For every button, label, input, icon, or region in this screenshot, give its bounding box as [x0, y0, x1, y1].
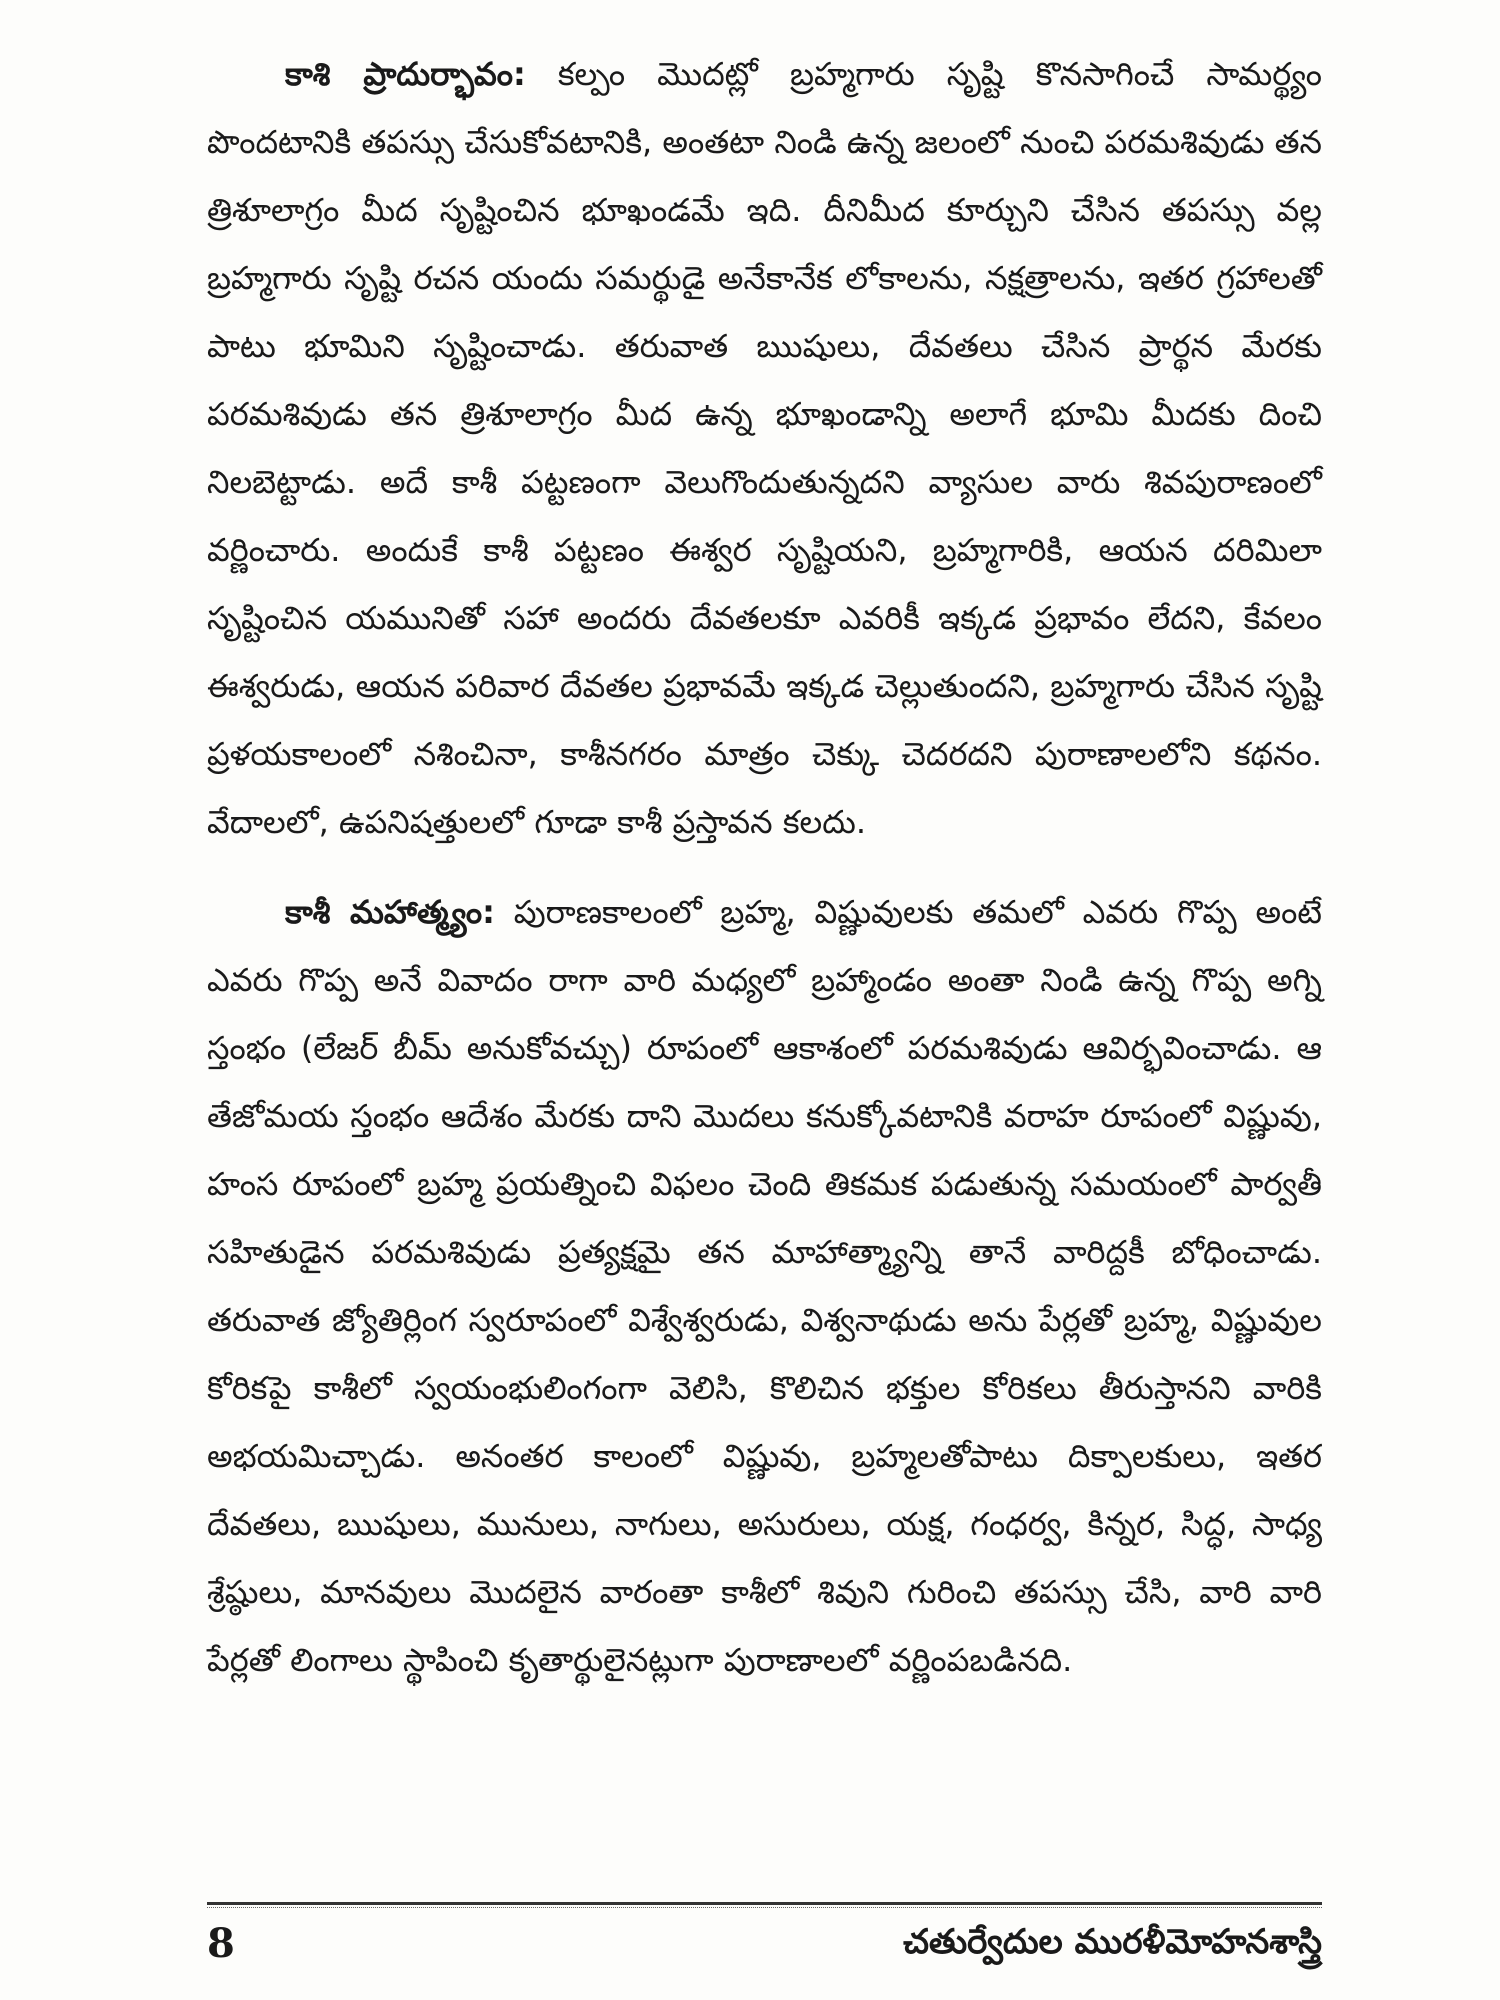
- body-text: [207, 40, 1322, 1716]
- paragraph-heading: కాశీ మహాత్మ్యం:: [285, 893, 495, 931]
- paragraph-heading: కాశి ప్రాదుర్భావం:: [285, 55, 526, 93]
- paragraph-kashi-greatness: [207, 878, 1322, 1694]
- footer-rule: [207, 1902, 1322, 1905]
- page-footer: [207, 1918, 1322, 1978]
- page-number: 8: [207, 1920, 235, 1967]
- paragraph-body: కల్పం మొదట్లో బ్రహ్మగారు సృష్టి కొనసాగించే సామర్థ్యం పొందటానికి తపస్సు చేసుకోవటానికి, అంతటా నిండి ఉన్న జలంలో నుంచి పరమశివుడు తన త్రిశూలాగ్రం మీద సృష్టించిన భూఖండమే ఇది. దీనిమీద కూర్చుని చేసిన తపస్సు వల్ల బ్రహ్మగారు సృష్టి రచన యందు సమర్థుడై అనేకానేక లోకాలను, నక్షత్రాలను, ఇతర గ్రహాలతో పాటు భూమిని సృష్టించాడు. తరువాత ఋషులు, దేవతలు చేసిన ప్రార్థన మేరకు పరమశివుడు తన త్రిశూలాగ్రం మీద ఉన్న భూఖండాన్ని అలాగే భూమి మీదకు దించి నిలబెట్టాడు. అదే కాశీ పట్టణంగా వెలుగొందుతున్నదని వ్యాసుల వారు శివపురాణంలో వర్ణించారు. అందుకే కాశీ పట్టణం ఈశ్వర సృష్టియని, బ్రహ్మగారికి, ఆయన దరిమిలా సృష్టించిన యమునితో సహా అందరు దేవతలకూ ఎవరికీ ఇక్కడ ప్రభావం లేదని, కేవలం ఈశ్వరుడు, ఆయన పరివార దేవతల ప్రభావమే ఇక్కడ చెల్లుతుందని, బ్రహ్మగారు చేసిన సృష్టి ప్రళయకాలంలో నశించినా, కాశీనగరం మాత్రం చెక్కు చెదరదని పురాణాలలోని కథనం. వేదాలలో, ఉపనిషత్తులలో గూడా కాశీ ప్రస్తావన కలదు.: [207, 55, 1322, 841]
- author-name: చతుర్వేదుల మురళీమోహనశాస్త్రి: [903, 1922, 1322, 1962]
- footer-rule-dotted: [207, 1907, 1322, 1908]
- paragraph-kashi-origin: [207, 40, 1322, 856]
- paragraph-body: పురాణకాలంలో బ్రహ్మ, విష్ణువులకు తమలో ఎవరు గొప్ప అంటే ఎవరు గొప్ప అనే వివాదం రాగా వారి మధ్యలో బ్రహ్మాండం అంతా నిండి ఉన్న గొప్ప అగ్ని స్తంభం (లేజర్ బీమ్ అనుకోవచ్చు) రూపంలో ఆకాశంలో పరమశివుడు ఆవిర్భవించాడు. ఆ తేజోమయ స్తంభం ఆదేశం మేరకు దాని మొదలు కనుక్కోవటానికి వరాహ రూపంలో విష్ణువు, హంస రూపంలో బ్రహ్మ ప్రయత్నించి విఫలం చెంది తికమక పడుతున్న సమయంలో పార్వతీ సహితుడైన పరమశివుడు ప్రత్యక్షమై తన మాహాత్మ్యాన్ని తానే వారిద్దకీ బోధించాడు. తరువాత జ్యోతిర్లింగ స్వరూపంలో విశ్వేశ్వరుడు, విశ్వనాథుడు అను పేర్లతో బ్రహ్మ, విష్ణువుల కోరికపై కాశీలో స్వయంభులింగంగా వెలిసి, కొలిచిన భక్తుల కోరికలు తీరుస్తానని వారికి అభయమిచ్చాడు. అనంతర కాలంలో విష్ణువు, బ్రహ్మలతోపాటు దిక్పాలకులు, ఇతర దేవతలు, ఋషులు, మునులు, నాగులు, అసురులు, యక్ష, గంధర్వ, కిన్నర, సిద్ధ, సాధ్య శ్రేష్ఠులు, మానవులు మొదలైన వారంతా కాశీలో శివుని గురించి తపస్సు చేసి, వారి వారి పేర్లతో లింగాలు స్థాపించి కృతార్థులైనట్లుగా పురాణాలలో వర్ణింపబడినది.: [207, 893, 1322, 1679]
